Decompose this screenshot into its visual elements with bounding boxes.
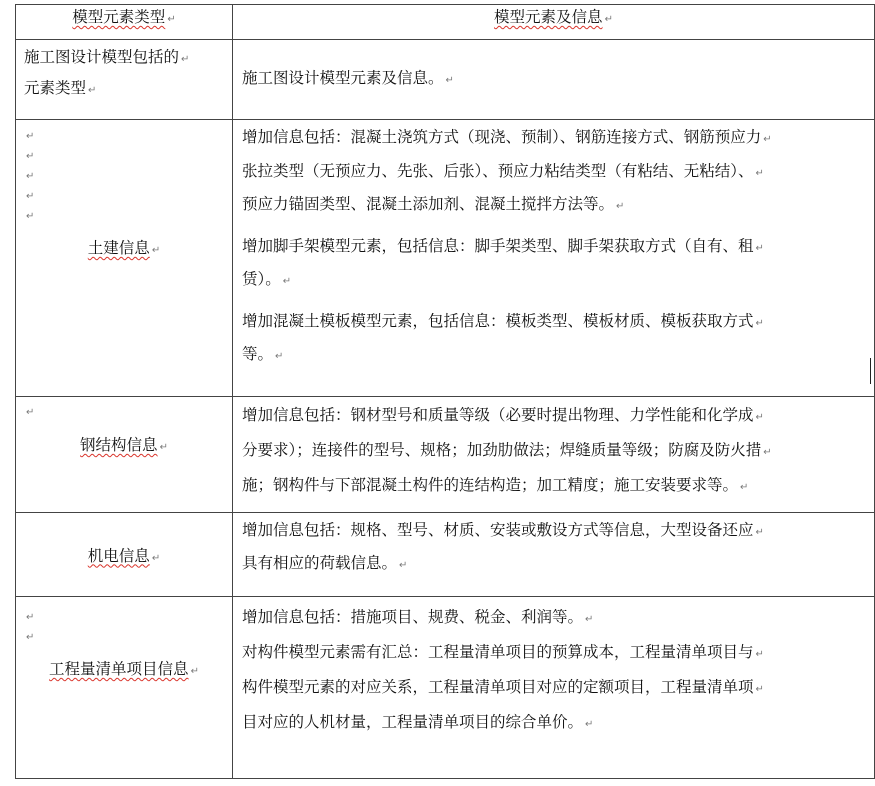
paragraph-mark-icon: ↵	[282, 276, 292, 287]
table-row	[16, 397, 875, 513]
table-row	[16, 597, 875, 779]
paragraph-mark-icon: ↵	[190, 666, 199, 677]
category-civil: 土建信息	[87, 239, 150, 257]
paragraph-mark-icon: ↵	[445, 75, 454, 86]
row2-line3: 预应力锚固类型、混凝土添加剂、混凝土搅拌方法等。	[242, 195, 615, 213]
paragraph-mark-icon: ↵	[755, 649, 764, 660]
paragraph-mark-icon: ↵	[151, 552, 161, 564]
paragraph-mark-icon: ↵	[755, 242, 764, 254]
row3-line2: 分要求）；连接件的型号、规格；加劲肋做法；焊缝质量等级；防腐及防火措	[242, 441, 762, 459]
paragraph-mark-icon: ↵	[585, 719, 594, 730]
row4-line1: 增加信息包括：规格、型号、材质、安装或敷设方式等信息，大型设备还应	[242, 521, 754, 539]
header-row	[16, 5, 875, 40]
paragraph-mark-icon: ↵	[275, 351, 284, 362]
paragraph-mark-icon: ↵	[167, 14, 176, 25]
table-row	[16, 513, 875, 597]
row4-line2: 具有相应的荷载信息。	[242, 554, 398, 572]
row3-line3: 施；钢构件与下部混凝土构件的连结构造；加工精度；施工安装要求等。	[242, 476, 739, 494]
table-row	[16, 120, 875, 397]
row2-right-cell	[233, 120, 875, 397]
paragraph-mark-icon: ↵	[740, 482, 749, 493]
paragraph-mark-icon: ↵	[755, 412, 764, 423]
paragraph-mark-icon: ↵	[755, 527, 764, 538]
row2-line2: 张拉类型（无预应力、先张、后张）、预应力粘结类型（有粘结、无粘结）、	[242, 161, 754, 180]
row1-left-cell	[16, 40, 233, 120]
paragraph-mark-icon: ↵	[755, 167, 764, 179]
paragraph-mark-icon: ↵	[755, 317, 764, 329]
paragraph-mark-icon: ↵	[26, 131, 35, 142]
paragraph-mark-icon: ↵	[26, 407, 35, 418]
row5-line4: 目对应的人机材量，工程量清单项目的综合单价。	[242, 713, 584, 731]
paragraph-mark-icon: ↵	[763, 447, 772, 458]
row5-line2: 对构件模型元素需有汇总：工程量清单项目的预算成本，工程量清单项目与	[242, 643, 754, 661]
category-mep: 机电信息	[87, 546, 150, 565]
category-bill-of-quantities: 工程量清单项目信息	[49, 660, 189, 678]
paragraph-mark-icon: ↵	[159, 442, 168, 453]
row4-left-cell	[16, 513, 233, 597]
row2-line7: 等。	[242, 345, 274, 363]
row1-left-line2: 元素类型	[24, 79, 87, 97]
paragraph-mark-icon: ↵	[755, 684, 764, 695]
header-col2-text: 模型元素及信息	[494, 8, 603, 26]
row3-right-cell	[233, 397, 875, 513]
header-col-element-type	[16, 5, 233, 40]
row2-line4: 增加脚手架模型元素，包括信息：脚手架类型、脚手架获取方式（自有、租	[242, 236, 754, 255]
row3-left-cell	[16, 397, 233, 513]
paragraph-mark-icon: ↵	[26, 171, 35, 182]
paragraph-mark-icon: ↵	[26, 632, 35, 643]
paragraph-mark-icon: ↵	[26, 211, 35, 222]
paragraph-mark-icon: ↵	[26, 191, 35, 202]
header-col1-text: 模型元素类型	[72, 8, 166, 26]
paragraph-mark-icon: ↵	[181, 54, 190, 65]
row5-right-cell	[233, 597, 875, 779]
paragraph-mark-icon: ↵	[26, 612, 35, 623]
row4-right-cell	[233, 513, 875, 597]
text-cursor	[870, 358, 871, 384]
row2-line1: 增加信息包括：混凝土浇筑方式（现浇、预制）、钢筋连接方式、钢筋预应力	[242, 128, 762, 146]
paragraph-mark-icon: ↵	[616, 201, 625, 212]
header-col-element-info	[233, 5, 875, 40]
row5-left-cell	[16, 597, 233, 779]
paragraph-mark-icon: ↵	[399, 560, 408, 571]
row2-line6: 增加混凝土模板模型元素，包括信息：模板类型、模板材质、模板获取方式	[242, 311, 754, 330]
paragraph-mark-icon: ↵	[88, 85, 97, 96]
paragraph-mark-icon: ↵	[585, 614, 594, 625]
row5-line1: 增加信息包括：措施项目、规费、税金、利润等。	[242, 608, 584, 626]
table-row	[16, 40, 875, 120]
category-steel: 钢结构信息	[80, 436, 158, 454]
row2-line5: 赁）。	[242, 270, 281, 288]
row3-line1: 增加信息包括：钢材型号和质量等级（必要时提出物理、力学性能和化学成	[242, 406, 754, 424]
paragraph-mark-icon: ↵	[151, 245, 161, 256]
row2-left-cell	[16, 120, 233, 397]
row1-right-cell	[233, 40, 875, 120]
row1-left-line1: 施工图设计模型包括的	[24, 48, 180, 66]
info-table	[15, 4, 875, 779]
paragraph-mark-icon: ↵	[26, 151, 35, 162]
row5-line3: 构件模型元素的对应关系，工程量清单项目对应的定额项目，工程量清单项	[242, 678, 754, 696]
row1-right-text: 施工图设计模型元素及信息。	[242, 69, 444, 87]
paragraph-mark-icon: ↵	[763, 134, 772, 145]
paragraph-mark-icon: ↵	[604, 14, 613, 25]
